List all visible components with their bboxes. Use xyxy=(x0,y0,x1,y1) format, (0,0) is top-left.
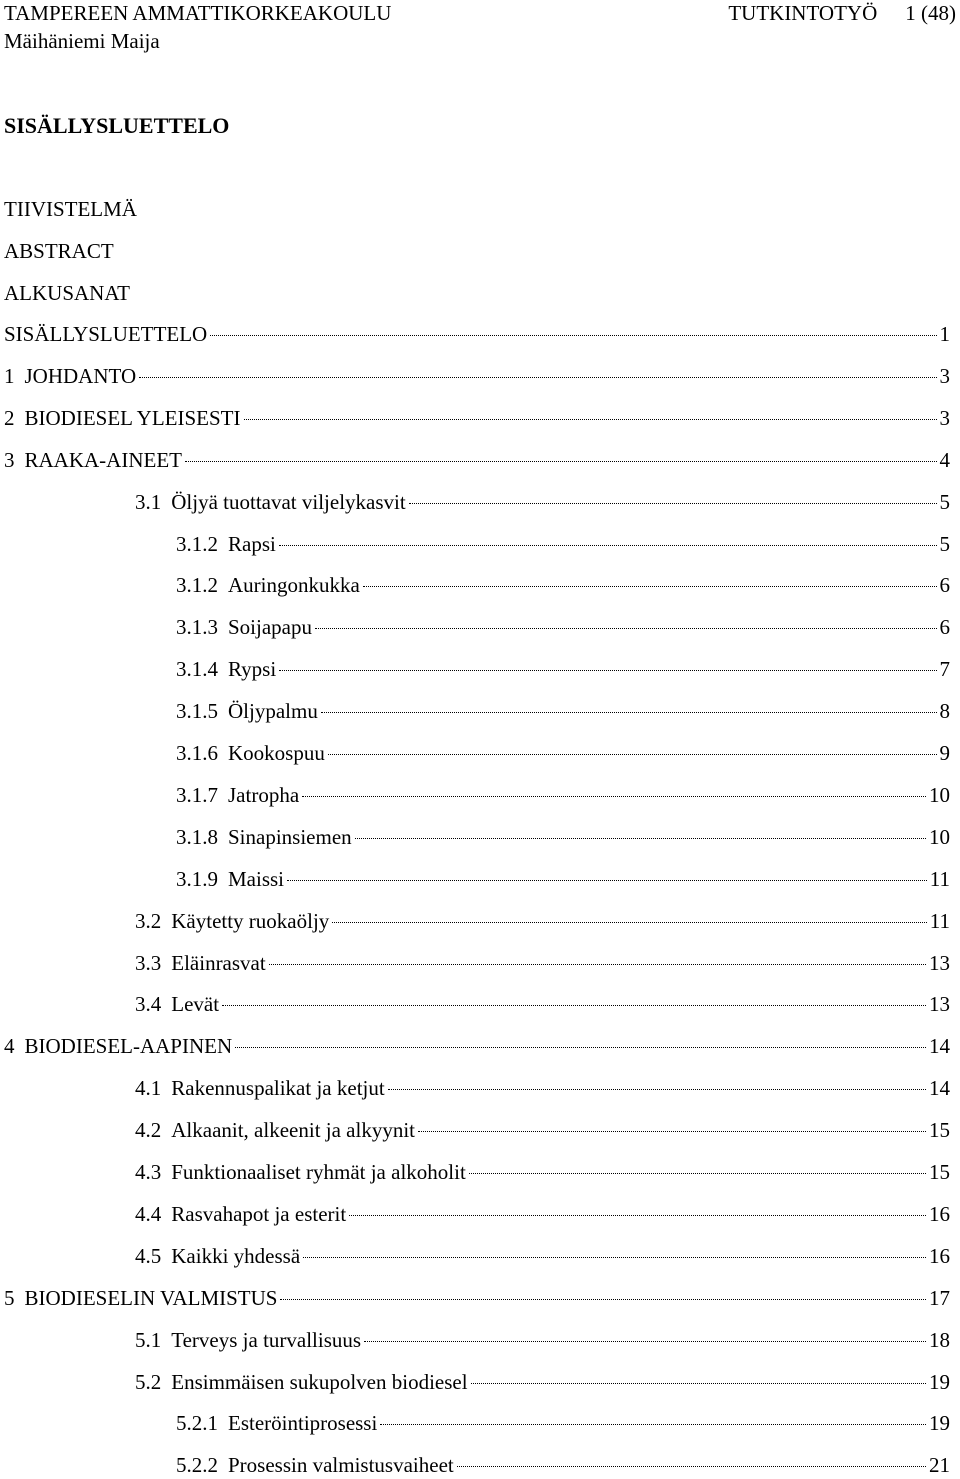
toc-entry xyxy=(4,362,950,390)
toc-dot-leader xyxy=(409,502,937,504)
toc-entry-page: 6 xyxy=(939,573,950,597)
toc-entry-page: 1 xyxy=(939,322,950,346)
toc-entry-number: 5 xyxy=(4,1286,15,1310)
toc-entry-number: 4 xyxy=(4,1034,15,1058)
toc-entry xyxy=(176,697,950,725)
toc-entry xyxy=(4,320,950,348)
toc-entry xyxy=(176,613,950,641)
toc-entry-page: 3 xyxy=(939,406,950,430)
toc-entry-title: Kaikki yhdessä xyxy=(171,1244,301,1268)
toc-entry-page: 19 xyxy=(929,1370,950,1394)
toc-dot-leader xyxy=(235,1046,926,1048)
toc-entry-title: Sinapinsiemen xyxy=(228,825,352,849)
toc-entry-title: JOHDANTO xyxy=(24,364,137,388)
toc-dot-leader xyxy=(315,627,937,629)
toc-entry-page: 10 xyxy=(929,783,950,807)
toc-entry-title: Levät xyxy=(171,992,220,1016)
toc-dot-leader xyxy=(279,544,937,546)
toc-entry-title: Maissi xyxy=(228,867,285,891)
toc-entry xyxy=(176,1451,950,1479)
toc-entry-page: 16 xyxy=(929,1202,950,1226)
toc-entry-title: Auringonkukka xyxy=(228,573,360,597)
toc-entry xyxy=(4,404,950,432)
toc-entry-number: 2 xyxy=(4,406,15,430)
toc-dot-leader xyxy=(185,460,937,462)
toc-entry-number: 3.1.6 xyxy=(176,741,218,765)
toc-entry-page: 11 xyxy=(929,867,950,891)
toc-entry-page: 14 xyxy=(929,1076,950,1100)
toc-entry xyxy=(135,990,950,1018)
toc-dot-leader xyxy=(418,1130,926,1132)
toc-dot-leader xyxy=(321,711,937,713)
page-indicator: 1 (48) xyxy=(905,1,956,25)
toc-entry-number: 3.1.4 xyxy=(176,657,218,681)
toc-entry-title: Rasvahapot ja esterit xyxy=(171,1202,347,1226)
toc-dot-leader xyxy=(303,1256,926,1258)
toc-entry-number: 4.3 xyxy=(135,1160,162,1184)
toc-dot-leader xyxy=(269,963,926,965)
toc-dot-leader xyxy=(349,1214,926,1216)
toc-entry-page: 14 xyxy=(929,1034,950,1058)
toc-entry-number: 3.1.2 xyxy=(176,532,218,556)
toc-entry-title: Käytetty ruokaöljy xyxy=(171,909,330,933)
toc-entry xyxy=(135,907,950,935)
toc-entry xyxy=(176,865,950,893)
document-type: TUTKINTOTYÖ xyxy=(728,1,878,25)
toc-dot-leader xyxy=(363,585,937,587)
toc-entry-page: 13 xyxy=(929,951,950,975)
toc-entry-number: 4.1 xyxy=(135,1076,162,1100)
front-matter-item: TIIVISTELMÄ xyxy=(4,197,137,221)
toc-entry-number: 3.1.9 xyxy=(176,867,218,891)
toc-entry-title: Kookospuu xyxy=(228,741,325,765)
toc-entry xyxy=(176,571,950,599)
toc-dot-leader xyxy=(244,418,937,420)
toc-dot-leader xyxy=(469,1172,926,1174)
toc-entry-title: Öljypalmu xyxy=(228,699,318,723)
toc-entry xyxy=(135,1158,950,1186)
toc-dot-leader xyxy=(287,879,927,881)
toc-dot-leader xyxy=(280,1298,926,1300)
toc-entry-number: 3.3 xyxy=(135,951,162,975)
toc-entry-number: 3.1.5 xyxy=(176,699,218,723)
toc-entry-number: 5.2 xyxy=(135,1370,162,1394)
toc-entry xyxy=(135,1074,950,1102)
toc-entry-number: 3.1.2 xyxy=(176,573,218,597)
toc-entry-number: 3.4 xyxy=(135,992,162,1016)
toc-entry-page: 17 xyxy=(929,1286,950,1310)
toc-entry-title: Soijapapu xyxy=(228,615,312,639)
toc-entry xyxy=(4,1032,950,1060)
front-matter-item: ABSTRACT xyxy=(4,239,114,263)
toc-dot-leader xyxy=(210,334,936,336)
toc-entry-page: 18 xyxy=(929,1328,950,1352)
toc-dot-leader xyxy=(222,1004,926,1006)
toc-entry-title: Rypsi xyxy=(228,657,277,681)
toc-entry xyxy=(135,1242,950,1270)
toc-entry-title: Funktionaaliset ryhmät ja alkoholit xyxy=(171,1160,466,1184)
toc-entry-title: BIODIESELIN VALMISTUS xyxy=(24,1286,278,1310)
toc-entry-page: 4 xyxy=(939,448,950,472)
toc-entry-title: Prosessin valmistusvaiheet xyxy=(228,1453,454,1477)
toc-entry xyxy=(176,1409,950,1437)
toc-entry-title: Rapsi xyxy=(228,532,276,556)
toc-dot-leader xyxy=(380,1423,926,1425)
toc-dot-leader xyxy=(139,376,936,378)
toc-entry-page: 21 xyxy=(929,1453,950,1477)
toc-entry-number: 4.4 xyxy=(135,1202,162,1226)
toc-entry-page: 15 xyxy=(929,1118,950,1142)
author-name: Mäihäniemi Maija xyxy=(4,29,160,53)
toc-entry-page: 5 xyxy=(939,532,950,556)
toc-dot-leader xyxy=(332,921,926,923)
toc-entry-page: 16 xyxy=(929,1244,950,1268)
toc-dot-leader xyxy=(355,837,926,839)
page-title: SISÄLLYSLUETTELO xyxy=(4,113,230,138)
toc-entry-page: 9 xyxy=(939,741,950,765)
toc-entry-number: 5.2.2 xyxy=(176,1453,218,1477)
toc-dot-leader xyxy=(457,1465,926,1467)
toc-entry-page: 6 xyxy=(939,615,950,639)
toc-entry-title: BIODIESEL YLEISESTI xyxy=(24,406,241,430)
toc-entry-page: 11 xyxy=(929,909,950,933)
toc-entry-page: 5 xyxy=(939,490,950,514)
toc-entry-page: 3 xyxy=(939,364,950,388)
toc-entry xyxy=(176,823,950,851)
toc-entry-number: 4.2 xyxy=(135,1118,162,1142)
toc-entry-page: 10 xyxy=(929,825,950,849)
toc-entry-page: 19 xyxy=(929,1411,950,1435)
page-header xyxy=(4,0,956,60)
toc-dot-leader xyxy=(302,795,926,797)
institution-name: TAMPEREEN AMMATTIKORKEAKOULU xyxy=(4,1,392,25)
toc-dot-leader xyxy=(388,1088,926,1090)
toc-entry xyxy=(176,655,950,683)
toc-entry-title: Eläinrasvat xyxy=(171,951,266,975)
toc-entry xyxy=(135,1116,950,1144)
toc-entry-title: Rakennuspalikat ja ketjut xyxy=(171,1076,385,1100)
toc-entry-page: 8 xyxy=(939,699,950,723)
toc-entry-number: 3.1.8 xyxy=(176,825,218,849)
toc-entry-title: Ensimmäisen sukupolven biodiesel xyxy=(171,1370,468,1394)
toc-entry-title: Terveys ja turvallisuus xyxy=(171,1328,362,1352)
toc-entry-number: 3.1.3 xyxy=(176,615,218,639)
front-matter-item: ALKUSANAT xyxy=(4,281,130,305)
toc-entry-page: 15 xyxy=(929,1160,950,1184)
toc-entry xyxy=(4,1284,950,1312)
toc-entry-number: 3 xyxy=(4,448,15,472)
toc-entry-number: 3.1 xyxy=(135,490,162,514)
toc-entry-title: Jatropha xyxy=(228,783,300,807)
toc-entry-title: SISÄLLYSLUETTELO xyxy=(4,322,208,346)
toc-entry-number: 1 xyxy=(4,364,15,388)
toc-dot-leader xyxy=(279,669,936,671)
toc-entry xyxy=(135,949,950,977)
toc-entry xyxy=(176,739,950,767)
toc-entry-title: BIODIESEL-AAPINEN xyxy=(24,1034,233,1058)
toc-entry-title: RAAKA-AINEET xyxy=(24,448,182,472)
toc-dot-leader xyxy=(328,753,937,755)
toc-dot-leader xyxy=(364,1340,926,1342)
toc-entry-page: 13 xyxy=(929,992,950,1016)
toc-entry xyxy=(135,1368,950,1396)
toc-entry xyxy=(4,446,950,474)
toc-entry xyxy=(135,488,950,516)
toc-entry-title: Alkaanit, alkeenit ja alkyynit xyxy=(171,1118,416,1142)
header-right xyxy=(728,0,956,26)
toc-entry-number: 5.2.1 xyxy=(176,1411,218,1435)
toc-entry-title: Öljyä tuottavat viljelykasvit xyxy=(171,490,406,514)
toc-entry-number: 3.2 xyxy=(135,909,162,933)
toc-entry-number: 5.1 xyxy=(135,1328,162,1352)
toc-entry xyxy=(176,530,950,558)
toc-entry xyxy=(176,781,950,809)
toc-entry xyxy=(135,1326,950,1354)
toc-entry-number: 4.5 xyxy=(135,1244,162,1268)
toc-entry-page: 7 xyxy=(939,657,950,681)
toc-entry xyxy=(135,1200,950,1228)
toc-dot-leader xyxy=(471,1382,926,1384)
toc-entry-title: Esteröintiprosessi xyxy=(228,1411,378,1435)
toc-entry-number: 3.1.7 xyxy=(176,783,218,807)
